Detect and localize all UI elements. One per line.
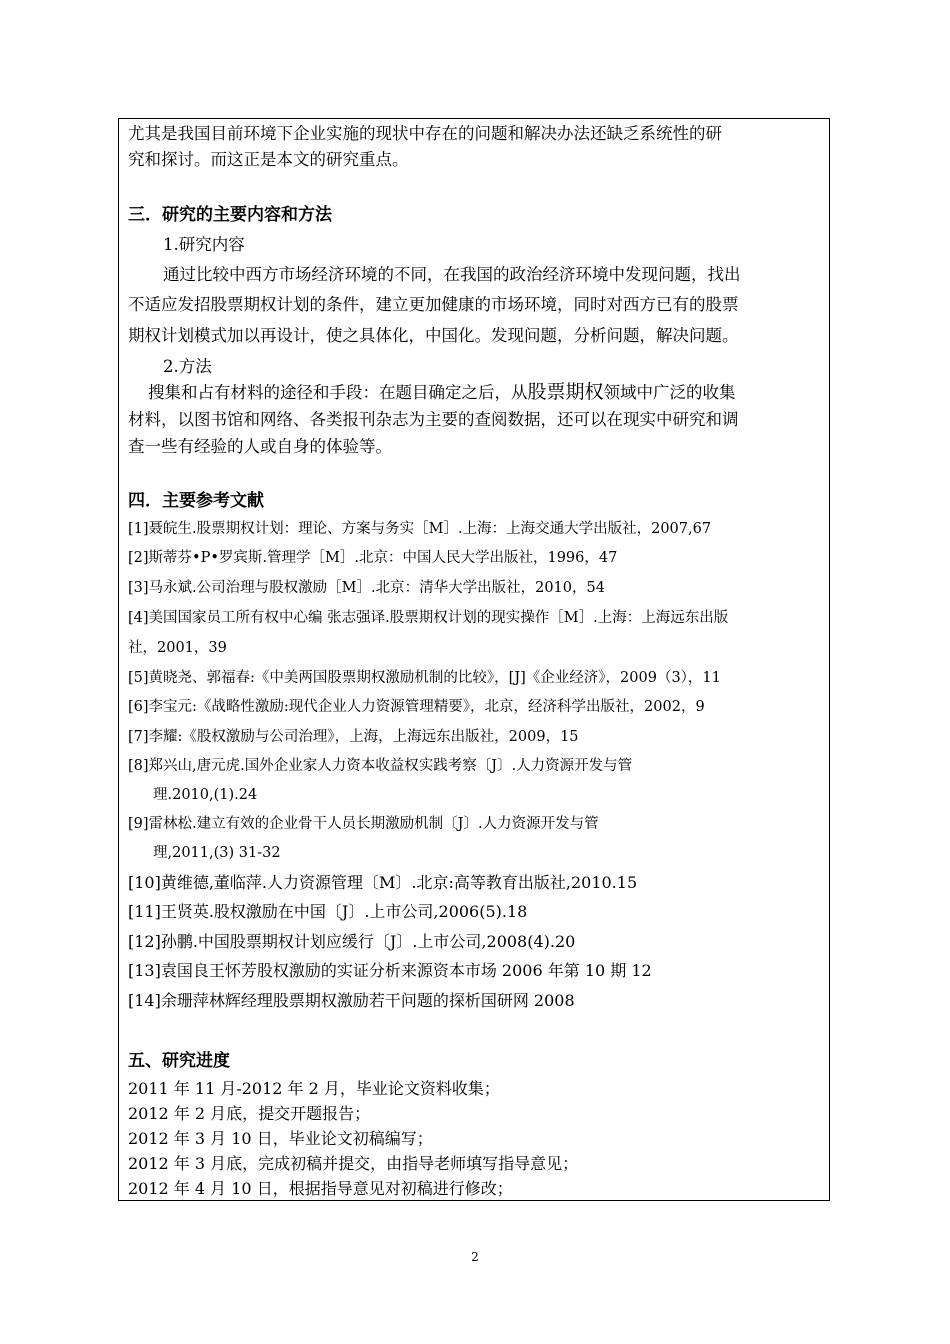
reference-8-cont: 理.2010,(1).24: [153, 787, 258, 803]
method-line-1-b: 股票期权: [527, 381, 604, 403]
method-line-1-c: 领域中广泛的收集: [603, 383, 736, 402]
reference-2: [2]斯蒂芬•P•罗宾斯.管理学［M］.北京：中国人民大学出版社，1996，47: [128, 550, 618, 566]
reference-4: [4]美国国家员工所有权中心编 张志强译.股票期权计划的现实操作［M］.上海：上海远东出版: [128, 610, 729, 626]
schedule-line-4: 2012 年 3 月底，完成初稿并提交，由指导老师填写指导意见；: [128, 1154, 579, 1173]
reference-3: [3]马永斌.公司治理与股权激励［M］.北京：清华大学出版社，2010，54: [128, 580, 605, 596]
schedule-line-3: 2012 年 3 月 10 日，毕业论文初稿编写；: [128, 1129, 433, 1148]
method-line-1: [148, 383, 736, 402]
reference-8: [8]郑兴山,唐元虎.国外企业家人力资本收益权实践考察〔J〕.人力资源开发与管: [128, 758, 633, 774]
reference-1: [1]聂皖生.股票期权计划：理论、方案与务实［M］.上海：上海交通大学出版社，2007,67: [128, 521, 712, 537]
reference-11: [11]王贤英.股权激励在中国〔J〕.上市公司,2006(5).18: [128, 902, 528, 921]
reference-9: [9]雷林松.建立有效的企业骨干人员长期激励机制〔J〕.人力资源开发与管: [128, 816, 599, 832]
section-3-sub-2: 2.方法: [163, 357, 212, 376]
reference-6: [6]李宝元:《战略性激励:现代企业人力资源管理精要》，北京，经济科学出版社，2002，9: [128, 699, 705, 715]
schedule-line-2: 2012 年 2 月底，提交开题报告；: [128, 1104, 371, 1123]
method-line-2: 材料，以图书馆和网络、各类报刊杂志为主要的查阅数据，还可以在现实中研究和调: [128, 410, 739, 429]
method-line-1-a: 搜集和占有材料的途径和手段：在题目确定之后，从: [148, 383, 528, 402]
method-line-3: 查一些有经验的人或自身的体验等。: [128, 437, 392, 456]
content-line-3: 期权计划模式加以再设计，使之具体化，中国化。发现问题，分析问题，解决问题。: [128, 326, 739, 345]
schedule-line-5: 2012 年 4 月 10 日，根据指导意见对初稿进行修改；: [128, 1179, 513, 1198]
reference-5: [5]黄晓尧、郭福春:《中美两国股票期权激励机制的比较》，[J]《企业经济》，2009（3），11: [128, 670, 721, 686]
schedule-line-1: 2011 年 11 月-2012 年 2 月，毕业论文资料收集；: [128, 1079, 500, 1098]
intro-line-2: 究和探讨。而这正是本文的研究重点。: [128, 150, 409, 169]
page-number: 2: [471, 1250, 479, 1264]
reference-13: [13]袁国良王怀芳股权激励的实证分析来源资本市场 2006 年第 10 期 12: [128, 961, 652, 980]
content-line-2: 不适应发招股票期权计划的条件，建立更加健康的市场环境，同时对西方已有的股票: [128, 295, 739, 314]
reference-10: [10]黄维德,董临萍.人力资源管理〔M〕.北京:高等教育出版社,2010.15: [128, 873, 638, 892]
section-3-sub-1: 1.研究内容: [163, 235, 245, 254]
section-3-heading: 三．研究的主要内容和方法: [128, 205, 332, 225]
section-5-heading: 五、研究进度: [128, 1051, 230, 1071]
reference-12: [12]孙鹏.中国股票期权计划应缓行〔J〕.上市公司,2008(4).20: [128, 932, 576, 951]
section-4-heading: 四．主要参考文献: [128, 491, 264, 511]
intro-line-1: 尤其是我国目前环境下企业实施的现状中存在的问题和解决办法还缺乏系统性的研: [128, 124, 722, 143]
reference-9-cont: 理,2011,(3) 31-32: [153, 845, 281, 861]
reference-7: [7]李耀:《股权激励与公司治理》，上海，上海远东出版社，2009，15: [128, 729, 579, 745]
reference-14: [14]余珊萍林辉经理股票期权激励若干问题的探析国研网 2008: [128, 991, 575, 1010]
content-line-1: 通过比较中西方市场经济环境的不同，在我国的政治经济环境中发现问题，找出: [163, 265, 741, 284]
reference-4-cont: 社，2001，39: [128, 640, 227, 656]
